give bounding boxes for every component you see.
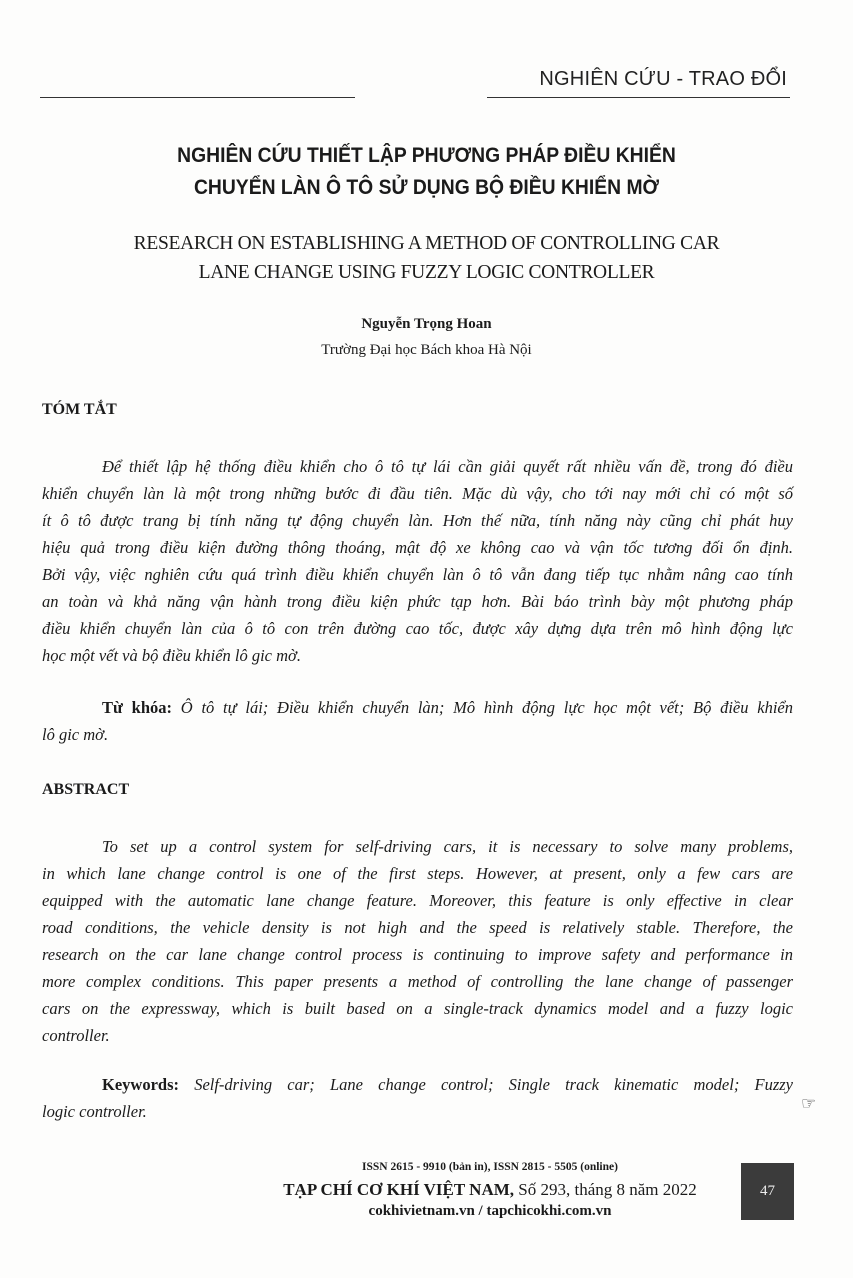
keywords-text: Ô tô tự lái; Điều khiển chuyển làn; Mô hình động lực học một vết; Bộ điều khiển (180, 698, 793, 717)
header-rule-left (40, 97, 355, 98)
keywords-label: Từ khóa: (102, 698, 173, 717)
footer-issn: ISSN 2615 - 9910 (bản in), ISSN 2815 - 5505 (online) (362, 1161, 618, 1173)
title-vietnamese (34, 140, 819, 204)
footer-journal (250, 1180, 730, 1200)
header-rule-right (487, 97, 790, 98)
summary-line: khiển chuyển làn là một trong những bước đi đầu tiên. Mặc dù vậy, cho tới nay mới chỉ có một số (42, 484, 793, 503)
journal-issue: Số 293, tháng 8 năm 2022 (514, 1180, 697, 1199)
abstract-line: To set up a control system for self-driving cars, it is necessary to solve many problems, (102, 837, 793, 856)
summary-keywords (42, 694, 793, 748)
abstract-keywords (42, 1071, 793, 1125)
abstract-paragraph (42, 833, 793, 1049)
abstract-line: more complex conditions. This paper presents a method of controlling the lane change of passenger (42, 972, 793, 991)
summary-paragraph (42, 453, 793, 669)
section-tag: NGHIÊN CỨU - TRAO ĐỔI (539, 68, 787, 90)
abstract-line: road conditions, the vehicle density is not high and the speed is relatively stable. Therefore, the (42, 918, 793, 937)
title-english (0, 229, 853, 287)
keywords-line (42, 694, 793, 721)
title-vn-line: NGHIÊN CỨU THIẾT LẬP PHƯƠNG PHÁP ĐIỀU KHIỂN (177, 144, 676, 167)
abstract-line: controller. (42, 1026, 110, 1045)
abstract-line: in which lane change control is one of the first steps. However, at present, only a few cars are (42, 864, 793, 883)
abstract-line: cars on the expressway, which is built based on a single-track dynamics model and a fuzzy logic (42, 999, 793, 1018)
abstract-line: research on the car lane change control process is continuing to improve safety and performance in (42, 945, 793, 964)
summary-line: Bởi vậy, việc nghiên cứu quá trình điều khiển chuyển làn ô tô vẫn đang tiếp tục nhằm nâng cao tính (42, 565, 793, 584)
journal-name: TẠP CHÍ CƠ KHÍ VIỆT NAM, (283, 1180, 515, 1199)
pointing-hand-icon: ☞ (801, 1094, 817, 1113)
keywords-line: logic controller. (42, 1102, 147, 1121)
summary-heading: TÓM TẮT (42, 401, 117, 418)
keywords-line: lô gic mờ. (42, 725, 109, 744)
abstract-line: equipped with the automatic lane change feature. Moreover, this feature is only effective in clear (42, 891, 793, 910)
title-en-line: LANE CHANGE USING FUZZY LOGIC CONTROLLER (198, 262, 655, 283)
author-affiliation: Trường Đại học Bách khoa Hà Nội (321, 342, 532, 358)
page-number: 47 (741, 1163, 794, 1220)
footer-website: cokhivietnam.vn / tapchicokhi.com.vn (368, 1203, 612, 1219)
abstract-heading: ABSTRACT (42, 781, 130, 798)
title-en-line: RESEARCH ON ESTABLISHING A METHOD OF CONTROLLING CAR (133, 233, 720, 254)
title-vn-line: CHUYỂN LÀN Ô TÔ SỬ DỤNG BỘ ĐIỀU KHIỂN MỜ (193, 176, 660, 199)
summary-line: hiệu quả trong điều kiện đường thông thoáng, mật độ xe không cao và vận tốc tương đối ổn định. (42, 538, 793, 557)
summary-line: học một vết và bộ điều khiển lô gic mờ. (42, 646, 301, 665)
author-name: Nguyễn Trọng Hoan (361, 316, 492, 332)
keywords-label: Keywords: (102, 1075, 179, 1094)
keywords-line (42, 1071, 793, 1098)
summary-line: Để thiết lập hệ thống điều khiển cho ô tô tự lái cần giải quyết rất nhiều vấn đề, trong đó điều (102, 457, 793, 476)
summary-line: ít ô tô được trang bị tính năng tự động chuyển làn. Hơn thế nữa, tính năng này cũng chỉ phát huy (42, 511, 793, 530)
summary-line: an toàn và khả năng vận hành trong điều kiện phức tạp hơn. Bài báo trình bày một phương pháp (42, 592, 793, 611)
keywords-text: Self-driving car; Lane change control; Single track kinematic model; Fuzzy (194, 1075, 793, 1094)
summary-line: điều khiển chuyển làn của ô tô con trên đường cao tốc, được xây dựng dựa trên mô hình động lực (42, 619, 793, 638)
